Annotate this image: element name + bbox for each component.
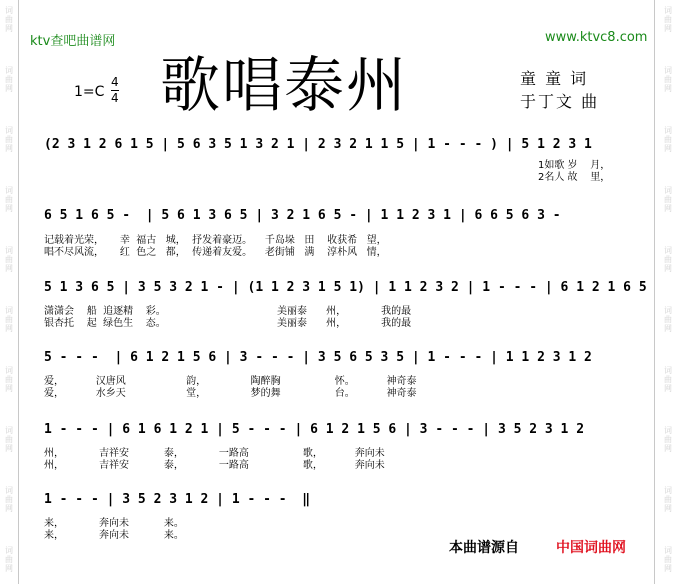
score-row-lyric: 州， 吉祥安 泰， 一路高 歌， 奔向未 (44, 460, 385, 471)
score-row-lyric: 2名人 故 里， (538, 172, 611, 183)
song-title: 歌唱泰州 (160, 51, 408, 121)
score-row-lyric: 银杏托 起 绿色生 态。 美丽泰 州， 我的最 (44, 318, 412, 329)
watermark-text: 词曲网 (664, 6, 672, 33)
watermark-text: 词曲网 (664, 486, 672, 513)
score-row-lyric: 爱， 水乡天 堂， 梦的舞 台。 神奇泰 (44, 388, 417, 399)
watermark-text: 词曲网 (5, 426, 13, 453)
watermark-text: 词曲网 (5, 6, 13, 33)
composer-credit: 于丁文 曲 (520, 92, 600, 111)
score-row-notes: 1 - - - | 3 5 2 3 1 2 | 1 - - - ‖ (44, 492, 311, 507)
watermark-text: 词曲网 (664, 546, 672, 573)
site-name-left: ktv查吧曲谱网 (30, 34, 116, 49)
score-row-lyric: 来， 奔向未 来。 (44, 530, 184, 541)
watermark-text: 词曲网 (664, 306, 672, 333)
watermark-text: 词曲网 (5, 186, 13, 213)
score-row-lyric: 1如歌 岁 月， (538, 160, 611, 171)
score-row-notes: 6 5 1 6 5 - | 5 6 1 3 6 5 | 3 2 1 6 5 - | 1 1 2 3 1 | 6 6 5 6 3 - (44, 208, 561, 223)
watermark-text: 词曲网 (664, 246, 672, 273)
lyricist-credit: 童 童 词 (520, 69, 589, 88)
key-signature: 1=C (74, 84, 105, 100)
watermark-text: 词曲网 (664, 426, 672, 453)
score-row-lyric: 州， 吉祥安 泰， 一路高 歌， 奔向未 (44, 448, 385, 459)
score-row-lyric: 爱， 汉唐风 韵， 陶醉胸 怀。 神奇泰 (44, 376, 417, 387)
time-signature-top: 4 (111, 75, 119, 89)
score-row-notes: 5 1 3 6 5 | 3 5 3 2 1 - | (1 1 2 3 1 5 1) | 1 1 2 3 2 | 1 - - - | 6 1 2 1 6 5 (44, 280, 647, 295)
score-row-lyric: 潇潇会 船 追逐精 彩。 美丽泰 州， 我的最 (44, 306, 412, 317)
source-prefix: 本曲谱源自 (449, 540, 519, 556)
watermark-text: 词曲网 (5, 66, 13, 93)
score-row-lyric: 来， 奔向未 来。 (44, 518, 184, 529)
watermark-text: 词曲网 (5, 366, 13, 393)
watermark-text: 词曲网 (5, 246, 13, 273)
watermark-text: 词曲网 (664, 186, 672, 213)
watermark-text: 词曲网 (5, 126, 13, 153)
score-row-notes: 5 - - - | 6 1 2 1 5 6 | 3 - - - | 3 5 6 5 3 5 | 1 - - - | 1 1 2 3 1 2 (44, 350, 592, 365)
time-signature-bottom: 4 (111, 91, 119, 105)
watermark-text: 词曲网 (664, 66, 672, 93)
site-url-right: www.ktvc8.com (545, 30, 648, 45)
watermark-text: 词曲网 (5, 306, 13, 333)
watermark-text: 词曲网 (664, 126, 672, 153)
watermark-text: 词曲网 (5, 546, 13, 573)
score-row-lyric: 唱不尽风流， 红 色之 都， 传递着友爱。 老街铺 满 淳朴风 情， (44, 247, 387, 258)
score-row-lyric: 记载着光荣， 幸 福古 城， 抒发着豪迈。 千岛垛 田 收获希 望， (44, 235, 387, 246)
source-site-link[interactable]: 中国词曲网 (556, 540, 626, 556)
score-row-notes: 1 - - - | 6 1 6 1 2 1 | 5 - - - | 6 1 2 1 5 6 | 3 - - - | 3 5 2 3 1 2 (44, 422, 585, 437)
score-row-notes: (2 3 1 2 6 1 5 | 5 6 3 5 1 3 2 1 | 2 3 2 1 1 5 | 1 - - - ) | 5 1 2 3 1 (44, 137, 592, 152)
watermark-text: 词曲网 (664, 366, 672, 393)
watermark-text: 词曲网 (5, 486, 13, 513)
